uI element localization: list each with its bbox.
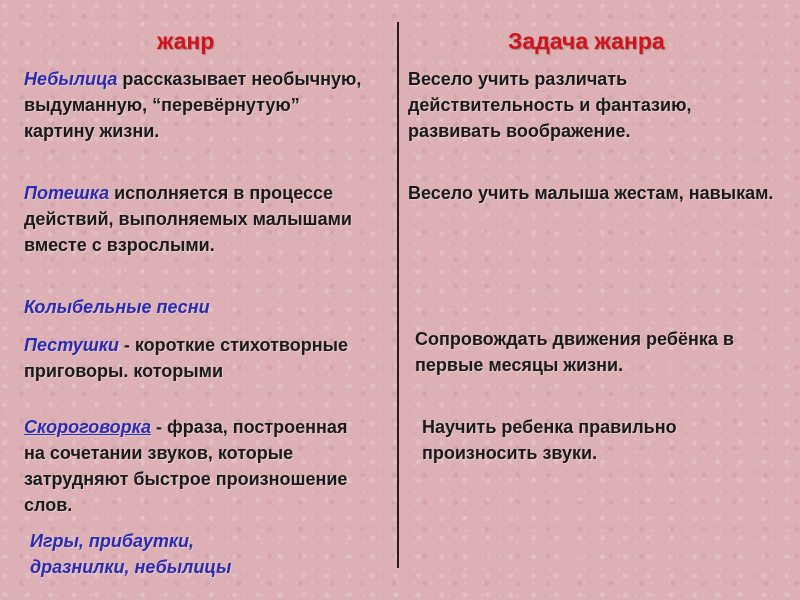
genre-term: Колыбельные песни (24, 297, 210, 317)
task-column-heading: Задача жанра (508, 28, 665, 54)
task-entry-skorogovorka: Научить ребенка правильно произносить звуки. (422, 417, 677, 463)
genre-entry-pestushki (24, 332, 354, 384)
genre-term: Пестушки (24, 335, 119, 355)
genre-term: Игры, прибаутки, дразнилки, небылицы (30, 531, 232, 577)
genre-description: - фраза, построенная на сочетании звуков, которые затрудняют быстрое произношение слов. (24, 417, 348, 515)
genre-entry-lullabies (24, 294, 364, 320)
genre-entry-games (30, 528, 290, 580)
task-entry-nebylitsa: Весело учить различать действительность и фантазию, развивать воображение. (408, 69, 692, 141)
genre-description: исполняется в процессе действий, выполняемых малышами вместе с взрослыми. (24, 183, 352, 255)
column-divider (397, 22, 399, 568)
genre-term: Небылица (24, 69, 118, 89)
genre-term: Скороговорка (24, 417, 152, 437)
task-entry-pestushki: Сопровождать движения ребёнка в первые месяцы жизни. (415, 329, 734, 375)
genre-entry-nebylitsa (24, 66, 364, 144)
genre-term: Потешка (24, 183, 110, 203)
genre-column-heading: жанр (157, 28, 215, 54)
genre-description: - короткие стихотворные приговоры. которыми (24, 335, 348, 381)
genre-entry-skorogovorka (24, 414, 364, 518)
task-entry-poteshka: Весело учить малыша жестам, навыкам. (408, 183, 774, 203)
genre-entry-poteshka (24, 180, 354, 258)
genre-description: рассказывает необычную, выдуманную, “перевёрнутую” картину жизни. (24, 69, 362, 141)
